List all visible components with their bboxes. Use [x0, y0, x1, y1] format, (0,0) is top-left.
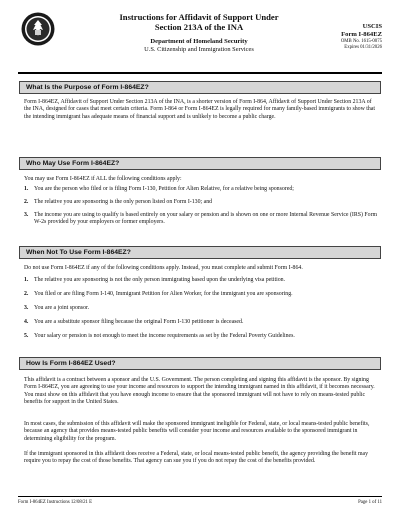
section-heading-how-used: [19, 357, 381, 370]
footer-divider: [18, 496, 382, 497]
how-used-paragraph-3: If the immigrant sponsored in this affidavit does receive a Federal, state, or local means-tested public benefit, the agency providing the benefit may require you to repay the cost of those benefits. That agency can sue you if you do not repay the cost of the benefits provided.: [24, 451, 369, 465]
list-text: The relative you are sponsoring is the only person listed on Form I-130; and: [34, 199, 213, 205]
footer-form-info: Form I-864EZ Instructions 12/08/21 E: [18, 500, 93, 505]
how-used-paragraph-2: In most cases, the submission of this affidavit will make the sponsored immigrant ineligible for Federal, state, or local means-tested public benefits, because an agency that provides means-tested public benefits will consider your income and resources available to the sponsored immigrant in determining eligibility for the program.: [24, 421, 370, 442]
expiration-date: Expires 01/31/2026: [344, 45, 382, 50]
list-text: Your salary or pension is not enough to meet the income requirements as set by the Federal Poverty Guidelines.: [34, 333, 295, 339]
list-number: 1.: [24, 186, 29, 192]
omb-number: OMB No. 1615-0075: [340, 39, 382, 44]
list-text: The income you are using to qualify is based entirely on your salary or pension and is shown on one or more Internal Revenue Service (IRS) Form W-2s provided by your employers or former employers.: [34, 212, 378, 226]
list-number: 5.: [24, 333, 29, 339]
list-text: You are the person who filed or is filing Form I-130, Petition for Alien Relative, for a relative being sponsored;: [34, 186, 294, 192]
document-title-line1: Instructions for Affidavit of Support Under: [119, 12, 279, 22]
how-used-paragraph-1: This affidavit is a contract between a sponsor and the U.S. Government. The person completing and signing this affidavit is the sponsor. By signing Form I-864EZ, you are agreeing to use your income and resources to support the intending immigrant named in this affidavit, if it becomes necessary. You must show on this affidavit that you have enough income to ensure that the sponsored immigrant will not have to rely on means-tested public benefits for support in the United States.: [24, 377, 375, 406]
who-intro: You may use Form I-864EZ if ALL the following conditions apply:: [24, 176, 182, 182]
form-agency: USCIS: [362, 23, 382, 30]
list-text: You are a joint sponsor.: [34, 305, 90, 311]
section-heading-who: [19, 157, 381, 170]
purpose-paragraph: Form I-864EZ, Affidavit of Support Under Section 213A of the INA, is a shorter version of Form I-864, Affidavit of Support Under Section 213A of the INA, designed for cases that meet certain criteria. Form I-864 or Form I-864EZ is legally required for many family-based immigrants to show that the intending immigrant has adequate means of financial support and is unlikely to become a public charge.: [24, 99, 376, 120]
list-number: 2.: [24, 291, 29, 297]
dhs-seal-icon: [21, 12, 55, 46]
footer-page-number: Page 1 of 11: [358, 500, 382, 505]
form-number: Form I-864EZ: [341, 31, 382, 38]
document-title-line2: Section 213A of the INA: [154, 22, 244, 32]
list-number: 1.: [24, 277, 29, 283]
list-number: 3.: [24, 212, 29, 218]
when-not-intro: Do not use Form I-864EZ if any of the following conditions apply. Instead, you must complete and submit Form I-864.: [24, 265, 303, 271]
list-number: 3.: [24, 305, 29, 311]
list-number: 4.: [24, 319, 29, 325]
section-heading-text: How Is Form I-864EZ Used?: [26, 360, 116, 367]
list-text: You filed or are filing Form I-140, Immigrant Petition for Alien Worker, for the immigrant you are sponsoring.: [34, 291, 293, 297]
header-divider: [18, 72, 382, 74]
list-text: You are a substitute sponsor filing because the original Form I-130 petitioner is deceased.: [34, 319, 244, 325]
section-heading-text: Who May Use Form I-864EZ?: [26, 160, 120, 167]
form-id-block: [341, 23, 382, 51]
list-text: The relative you are sponsoring is not the only person immigrating based upon the underlying visa petition.: [34, 277, 286, 283]
section-heading-text: When Not To Use Form I-864EZ?: [26, 249, 131, 256]
document-header: [92, 12, 306, 54]
list-number: 2.: [24, 199, 29, 205]
agency-name: U.S. Citizenship and Immigration Services: [144, 46, 254, 53]
section-heading-when-not: [19, 246, 381, 259]
section-heading-purpose: [19, 81, 381, 94]
section-heading-text: What Is the Purpose of Form I-864EZ?: [26, 84, 149, 91]
department-name: Department of Homeland Security: [150, 38, 248, 45]
